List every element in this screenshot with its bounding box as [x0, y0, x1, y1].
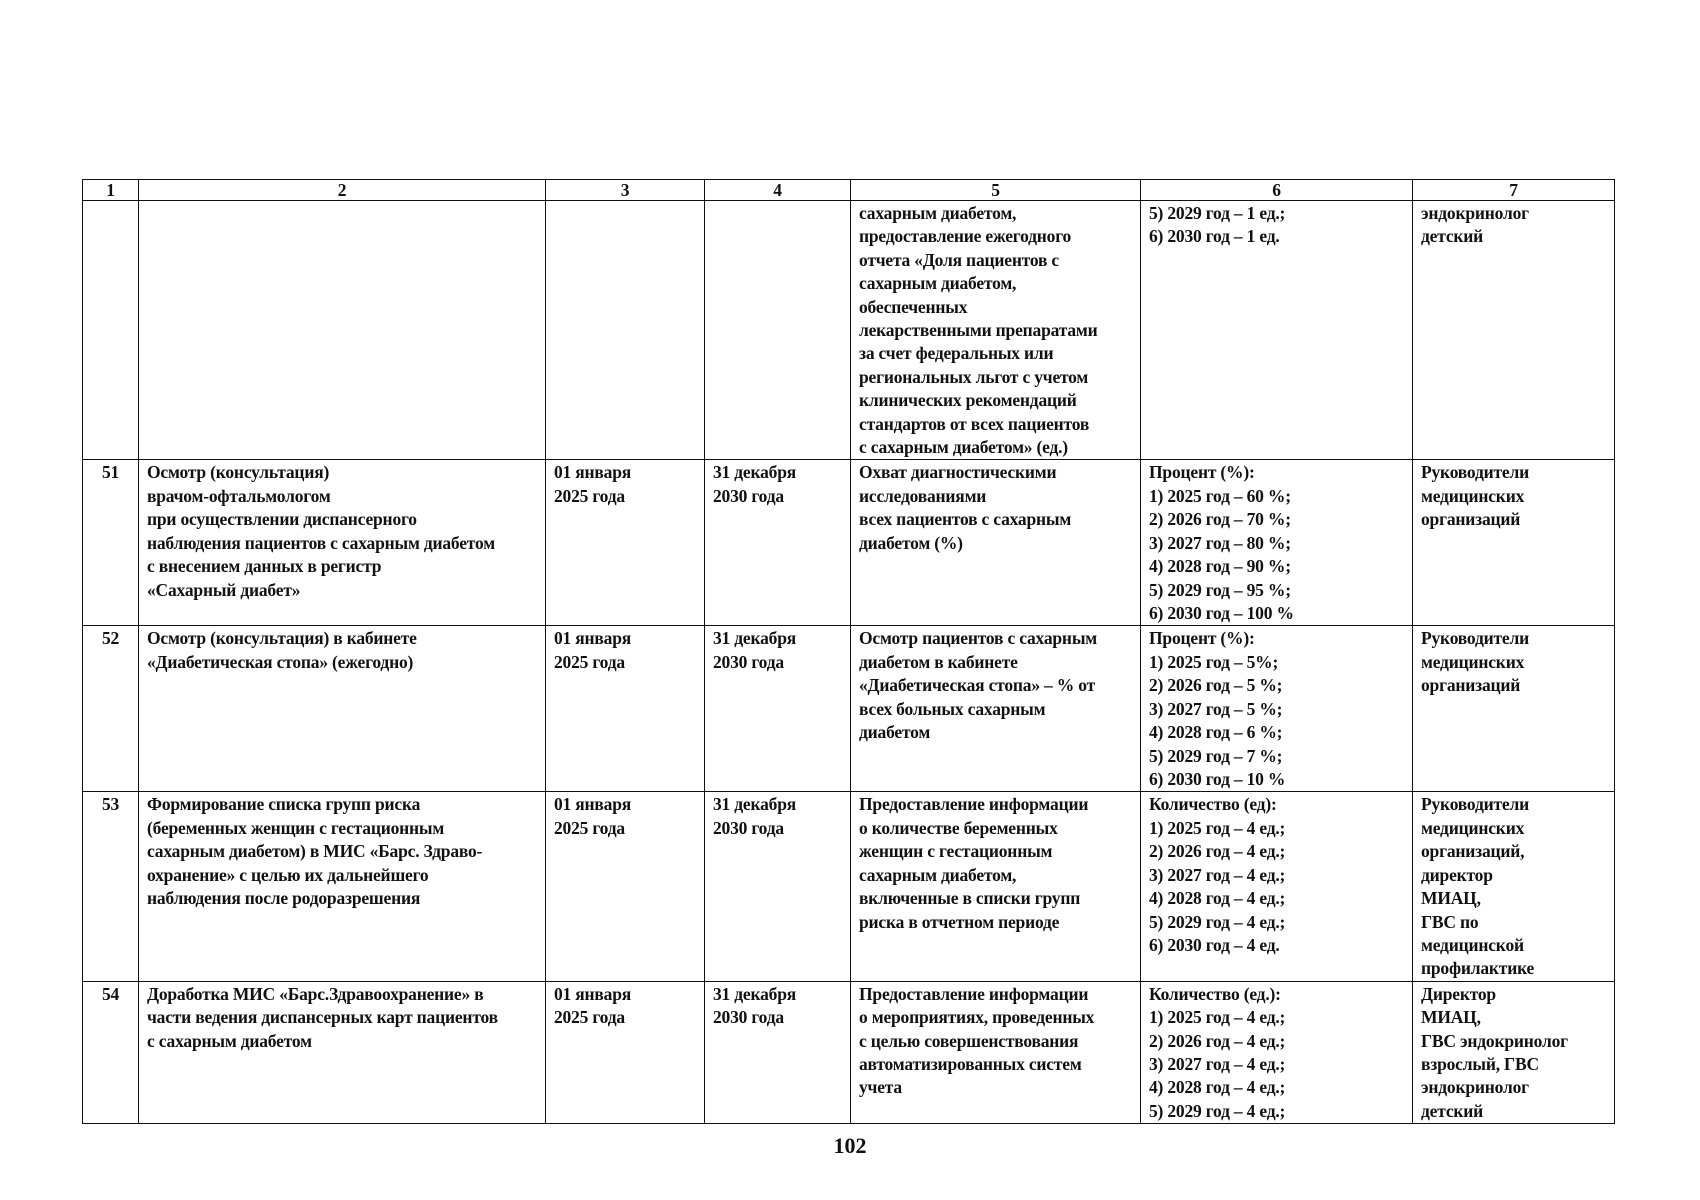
responsible-parties-line: МИАЦ,	[1421, 1007, 1481, 1028]
responsible-parties-line: взрослый, ГВС	[1421, 1053, 1539, 1074]
target-values-line: 4) 2028 год – 4 ед.;	[1149, 888, 1286, 909]
target-values-line: 2) 2026 год – 70 %;	[1149, 509, 1291, 530]
target-values-line: 3) 2027 год – 4 ед.;	[1149, 1053, 1286, 1074]
start-date-line: 2025 года	[554, 1007, 625, 1028]
start-date-cell	[546, 460, 705, 626]
indicator-text-cell	[851, 792, 1141, 981]
row-number-cell: 51	[83, 460, 139, 626]
table-body	[83, 180, 1615, 1124]
table-row	[83, 981, 1615, 1123]
indicator-text-line: всех пациентов с сахарным	[859, 509, 1072, 530]
end-date-line: 2030 года	[713, 651, 784, 672]
target-values-line: 1) 2025 год – 60 %;	[1149, 485, 1291, 506]
target-values-cell	[1141, 981, 1413, 1123]
indicator-text-line: клинических рекомендаций	[859, 390, 1077, 411]
target-values-line: 6) 2030 год – 4 ед.	[1149, 934, 1280, 955]
measure-text-line: части ведения диспансерных карт пациентов	[147, 1007, 498, 1028]
responsible-parties-line: медицинской	[1421, 934, 1524, 955]
indicator-text-line: Предоставление информации	[859, 794, 1089, 815]
measure-text-line: Осмотр (консультация) в кабинете	[147, 628, 417, 649]
target-values-line: 1) 2025 год – 5%;	[1149, 651, 1279, 672]
responsible-parties-line: профилактике	[1421, 958, 1535, 979]
indicator-text-line: о мероприятиях, проведенных	[859, 1007, 1095, 1028]
end-date-line: 31 декабря	[713, 983, 797, 1004]
target-values-line: 3) 2027 год – 80 %;	[1149, 532, 1291, 553]
target-values-line: 5) 2029 год – 4 ед.;	[1149, 1100, 1286, 1121]
start-date-cell	[546, 981, 705, 1123]
indicator-text-line: сахарным диабетом,	[859, 203, 1017, 223]
measure-text-cell	[139, 626, 546, 792]
target-values-line: 5) 2029 год – 95 %;	[1149, 579, 1291, 600]
indicator-text-line: лекарственными препаратами	[859, 320, 1098, 341]
indicator-text-line: отчета «Доля пациентов с	[859, 249, 1059, 270]
target-values-line: 6) 2030 год – 10 %	[1149, 768, 1286, 789]
row-number-cell	[83, 201, 139, 460]
start-date-line: 2025 года	[554, 485, 625, 506]
table-row	[83, 460, 1615, 626]
target-values-line: 2) 2026 год – 5 %;	[1149, 675, 1283, 696]
responsible-parties-cell	[1413, 981, 1615, 1123]
indicator-text-line: стандартов от всех пациентов	[859, 413, 1090, 434]
target-values-line: 1) 2025 год – 4 ед.;	[1149, 1007, 1286, 1028]
indicator-text-line: региональных льгот с учетом	[859, 366, 1089, 387]
target-values-line: 5) 2029 год – 4 ед.;	[1149, 911, 1286, 932]
responsible-parties-line: медицинских	[1421, 817, 1525, 838]
target-values-line: 3) 2027 год – 5 %;	[1149, 698, 1283, 719]
target-values-line: 5) 2029 год – 1 ед.;	[1149, 203, 1286, 223]
end-date-line: 2030 года	[713, 485, 784, 506]
indicator-text-line: автоматизированных систем	[859, 1053, 1082, 1074]
start-date-line: 01 января	[554, 983, 632, 1004]
measure-text-cell	[139, 981, 546, 1123]
indicator-text-cell	[851, 460, 1141, 626]
plan-table	[82, 179, 1615, 1124]
target-values-cell	[1141, 626, 1413, 792]
end-date-cell	[705, 981, 851, 1123]
page-number: 102	[833, 1133, 867, 1158]
target-values-line: Количество (ед):	[1149, 794, 1277, 815]
table-row	[83, 792, 1615, 981]
indicator-text-line: Осмотр пациентов с сахарным	[859, 628, 1098, 649]
measure-text-line: с внесением данных в регистр	[147, 556, 382, 577]
end-date-line: 31 декабря	[713, 462, 797, 483]
indicator-text-line: сахарным диабетом,	[859, 273, 1017, 294]
responsible-parties-line: директор	[1421, 864, 1493, 885]
column-number: 4	[705, 180, 851, 201]
responsible-parties-line: Руководители	[1421, 462, 1529, 483]
measure-text-line: Формирование списка групп риска	[147, 794, 421, 815]
target-values-line: 4) 2028 год – 6 %;	[1149, 722, 1283, 743]
target-values-line: 6) 2030 год – 100 %	[1149, 602, 1294, 623]
column-number-row	[83, 180, 1615, 201]
indicator-text-line: исследованиями	[859, 485, 987, 506]
responsible-parties-line: Руководители	[1421, 794, 1529, 815]
row-number-cell: 54	[83, 981, 139, 1123]
responsible-parties-line: детский	[1421, 1100, 1484, 1121]
measure-text-cell	[139, 460, 546, 626]
indicator-text-line: о количестве беременных	[859, 817, 1058, 838]
target-values-line: Количество (ед.):	[1149, 983, 1281, 1004]
table-row	[83, 201, 1615, 460]
column-number: 1	[83, 180, 139, 201]
indicator-text-line: риска в отчетном периоде	[859, 911, 1060, 932]
measure-text-cell	[139, 201, 546, 460]
measure-text-line: наблюдения пациентов с сахарным диабетом	[147, 532, 495, 553]
responsible-parties-line: Директор	[1421, 983, 1496, 1004]
indicator-text-line: женщин с гестационным	[859, 841, 1053, 862]
measure-text-line: врачом-офтальмологом	[147, 485, 331, 506]
indicator-text-line: включенные в списки групп	[859, 888, 1081, 909]
indicator-text-line: с сахарным диабетом» (ед.)	[859, 437, 1068, 458]
target-values-line: Процент (%):	[1149, 628, 1255, 649]
end-date-line: 2030 года	[713, 817, 784, 838]
responsible-parties-line: Руководители	[1421, 628, 1529, 649]
end-date-line: 31 декабря	[713, 794, 797, 815]
start-date-line: 01 января	[554, 794, 632, 815]
target-values-line: 4) 2028 год – 90 %;	[1149, 556, 1291, 577]
target-values-line: 2) 2026 год – 4 ед.;	[1149, 841, 1286, 862]
indicator-text-cell	[851, 201, 1141, 460]
measure-text-line: Доработка МИС «Барс.Здравоохранение» в	[147, 983, 484, 1004]
column-number: 5	[851, 180, 1141, 201]
target-values-cell	[1141, 460, 1413, 626]
indicator-text-line: сахарным диабетом,	[859, 864, 1017, 885]
target-values-line: 5) 2029 год – 7 %;	[1149, 745, 1283, 766]
measure-text-line: при осуществлении диспансерного	[147, 509, 417, 530]
indicator-text-line: предоставление ежегодного	[859, 226, 1072, 247]
measure-text-line: охранение» с целью их дальнейшего	[147, 864, 429, 885]
indicator-text-line: «Диабетическая стопа» – % от	[859, 675, 1095, 696]
target-values-line: 1) 2025 год – 4 ед.;	[1149, 817, 1286, 838]
start-date-line: 2025 года	[554, 817, 625, 838]
responsible-parties-line: организаций	[1421, 675, 1521, 696]
responsible-parties-line: ГВС эндокринолог	[1421, 1030, 1568, 1051]
column-number: 7	[1413, 180, 1615, 201]
measure-text-cell	[139, 792, 546, 981]
target-values-cell	[1141, 792, 1413, 981]
responsible-parties-cell	[1413, 626, 1615, 792]
measure-text-line: наблюдения после родоразрешения	[147, 888, 421, 909]
indicator-text-line: диабетом в кабинете	[859, 651, 1018, 672]
responsible-parties-line: МИАЦ,	[1421, 888, 1481, 909]
start-date-cell	[546, 201, 705, 460]
column-number: 3	[546, 180, 705, 201]
responsible-parties-line: эндокринолог	[1421, 203, 1529, 223]
measure-text-line: «Диабетическая стопа» (ежегодно)	[147, 651, 414, 672]
indicator-text-cell	[851, 626, 1141, 792]
start-date-line: 2025 года	[554, 651, 625, 672]
row-number-cell: 53	[83, 792, 139, 981]
measure-text-line: сахарным диабетом) в МИС «Барс. Здраво-	[147, 841, 483, 862]
responsible-parties-line: медицинских	[1421, 651, 1525, 672]
start-date-cell	[546, 792, 705, 981]
target-values-line: 6) 2030 год – 1 ед.	[1149, 226, 1280, 247]
responsible-parties-line: организаций	[1421, 509, 1521, 530]
responsible-parties-line: организаций,	[1421, 841, 1525, 862]
responsible-parties-line: детский	[1421, 226, 1484, 247]
responsible-parties-line: ГВС по	[1421, 911, 1479, 932]
table-row	[83, 626, 1615, 792]
indicator-text-line: Охват диагностическими	[859, 462, 1057, 483]
indicator-text-line: обеспеченных	[859, 296, 968, 317]
indicator-text-line: учета	[859, 1077, 902, 1098]
target-values-line: 4) 2028 год – 4 ед.;	[1149, 1077, 1286, 1098]
indicator-text-line: Предоставление информации	[859, 983, 1089, 1004]
end-date-cell	[705, 626, 851, 792]
indicator-text-line: всех больных сахарным	[859, 698, 1046, 719]
indicator-text-line: с целью совершенствования	[859, 1030, 1079, 1051]
indicator-text-cell	[851, 981, 1141, 1123]
responsible-parties-cell	[1413, 792, 1615, 981]
end-date-cell	[705, 460, 851, 626]
indicator-text-line: диабетом	[859, 722, 931, 743]
column-number: 6	[1141, 180, 1413, 201]
target-values-line: Процент (%):	[1149, 462, 1255, 483]
responsible-parties-line: медицинских	[1421, 485, 1525, 506]
end-date-line: 2030 года	[713, 1007, 784, 1028]
measure-text-line: (беременных женщин с гестационным	[147, 817, 445, 838]
responsible-parties-cell	[1413, 460, 1615, 626]
responsible-parties-cell	[1413, 201, 1615, 460]
end-date-cell	[705, 792, 851, 981]
start-date-line: 01 января	[554, 628, 632, 649]
measure-text-line: Осмотр (консультация)	[147, 462, 330, 483]
start-date-line: 01 января	[554, 462, 632, 483]
end-date-cell	[705, 201, 851, 460]
target-values-line: 2) 2026 год – 4 ед.;	[1149, 1030, 1286, 1051]
end-date-line: 31 декабря	[713, 628, 797, 649]
target-values-cell	[1141, 201, 1413, 460]
start-date-cell	[546, 626, 705, 792]
measure-text-line: «Сахарный диабет»	[147, 579, 301, 600]
measure-text-line: с сахарным диабетом	[147, 1030, 312, 1051]
indicator-text-line: за счет федеральных или	[859, 343, 1054, 364]
column-number: 2	[139, 180, 546, 201]
target-values-line: 3) 2027 год – 4 ед.;	[1149, 864, 1286, 885]
row-number-cell: 52	[83, 626, 139, 792]
indicator-text-line: диабетом (%)	[859, 532, 963, 553]
responsible-parties-line: эндокринолог	[1421, 1077, 1529, 1098]
